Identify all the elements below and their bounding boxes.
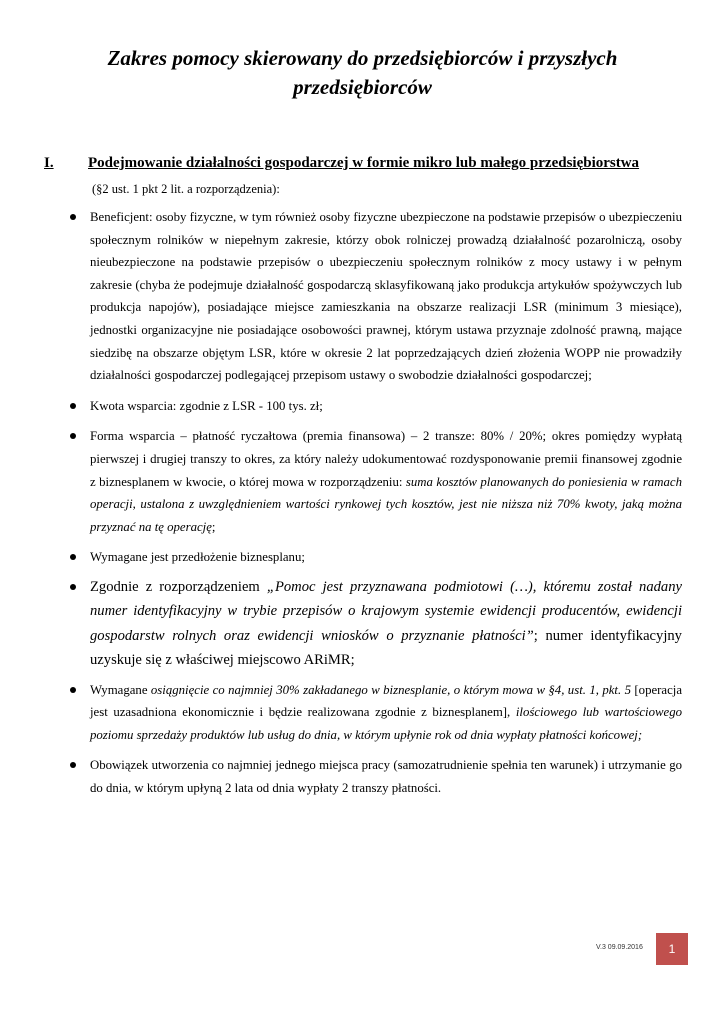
bullet-dot-icon	[70, 403, 76, 409]
bullet-list	[0, 206, 725, 800]
bullet-employment	[0, 754, 725, 799]
bullet-text-italic: osiągnięcie co najmniej 30% zakładanego w biznesplanie, o którym mowa w §4, ust. 1, pkt. 5	[150, 682, 631, 697]
bullet-text-part: ;	[211, 519, 216, 534]
bullet-text: Wymagane jest przedłożenie biznesplanu;	[90, 550, 305, 565]
title-line-1: Zakres pomocy skierowany do przedsiębiorców i przyszłych	[107, 46, 618, 70]
bullet-dot-icon	[70, 687, 76, 693]
bullet-dot-icon	[70, 584, 76, 590]
section-reference: (§2 ust. 1 pkt 2 lit. a rozporządzenia):	[92, 182, 280, 196]
bullet-dot-icon	[70, 554, 76, 560]
bullet-text: Kwota wsparcia: zgodnie z LSR - 100 tys. zł;	[90, 398, 323, 413]
bullet-business-plan	[0, 546, 725, 569]
bullet-text-italic: ilościowego lub wartościowego poziomu sprzedaży produktów lub usług do dnia, w którym upłynie rok od dnia wypłaty płatności końcowej;	[90, 705, 682, 742]
document-title	[60, 44, 665, 102]
bullet-text	[90, 575, 682, 673]
bullet-beneficiary	[0, 206, 725, 387]
bullet-support-form	[0, 425, 725, 538]
bullet-text-italic: „Pomoc jest przyznawana podmiotowi (…), któremu został nadany numer identyfikacyjny w trybie przepisów o krajowym systemie ewidencji producentów, ewidencji gospodarstw rolnych oraz ewidencji wniosków o przyznanie płatności”	[90, 578, 682, 644]
section-title: Podejmowanie działalności gospodarczej w formie mikro lub małego przedsiębiorstwa	[88, 155, 640, 171]
bullet-dot-icon	[70, 433, 76, 439]
bullet-text-part: [operacja jest uzasadniona ekonomicznie i będzie realizowana zgodnie z biznesplanem],	[90, 682, 683, 720]
bullet-id-number	[0, 575, 725, 673]
bullet-text	[90, 679, 682, 747]
bullet-dot-icon	[70, 214, 76, 220]
version-label: V.3 09.09.2016	[596, 944, 643, 951]
bullet-text: Beneficjent: osoby fizyczne, w tym również osoby fizyczne ubezpieczone na podstawie przepisów o ubezpieczeniu społecznym rolników w niepełnym zakresie, którzy obok rolniczej prowadzą działalność pozarolniczą, osoby nieubezpieczone na podstawie przepisów o ubezpieczeniu społecznym rolników z mocy ustawy i w pełnym zakresie (chyba że podejmuje działalność gospodarczą sklasyfikowaną jako produkcja artykułów spożywczych lub produkcja napojów), posiadające miejsce zamieszkania na obszarze realizacji LSR (minimum 3 miesiące), jednostki organizacyjne nie posiadające osobowości prawnej, którym ustawa przyznaje zdolność prawną, mające siedzibę na obszarze objętym LSR, które w okresie 2 lat poprzedzających dzień złożenia WOPP nie prowadziły działalności gospodarczej podlegającej przepisom ustawy o swobodzie działalności gospodarczej;	[90, 210, 682, 383]
bullet-text: Obowiązek utworzenia co najmniej jednego miejsca pracy (samozatrudnienie spełnia ten warunek) i utrzymanie go do dnia, w którym upłyną 2 lata od dnia wypłaty 2 transzy płatności.	[90, 758, 682, 795]
bullet-text-part: ; numer identyfikacyjny uzyskuje się z właściwej miejscowo ARiMR;	[90, 627, 682, 669]
title-line-2: przedsiębiorców	[293, 75, 432, 99]
bullet-text-italic: suma kosztów planowanych do poniesienia w ramach operacji, ustalona z uwzględnieniem wartości rynkowej tych kosztów, jest nie niższa niż 70% kwoty, jaką można przyznać na tę operację	[90, 474, 682, 534]
bullet-text-part: Zgodnie z rozporządzeniem	[90, 578, 267, 595]
bullet-text	[90, 425, 682, 538]
bullet-dot-icon	[70, 762, 76, 768]
bullet-text-part: Wymagane	[90, 682, 151, 697]
section-number: I.	[44, 155, 54, 171]
bullet-sales-level	[0, 679, 725, 747]
bullet-text-part: Forma wsparcia – płatność ryczałtowa (premia finansowa) – 2 transze: 80% / 20%; okres pomiędzy wypłatą pierwszej i drugiej transzy to okres, za który należy udokumentować rozdysponowanie premii finansowej zgodnie z biznesplanem w kwocie, o której mowa w rozporządzeniu:	[90, 429, 682, 489]
page-number: 1	[656, 933, 688, 965]
bullet-amount	[0, 395, 725, 418]
section-heading	[0, 155, 725, 177]
